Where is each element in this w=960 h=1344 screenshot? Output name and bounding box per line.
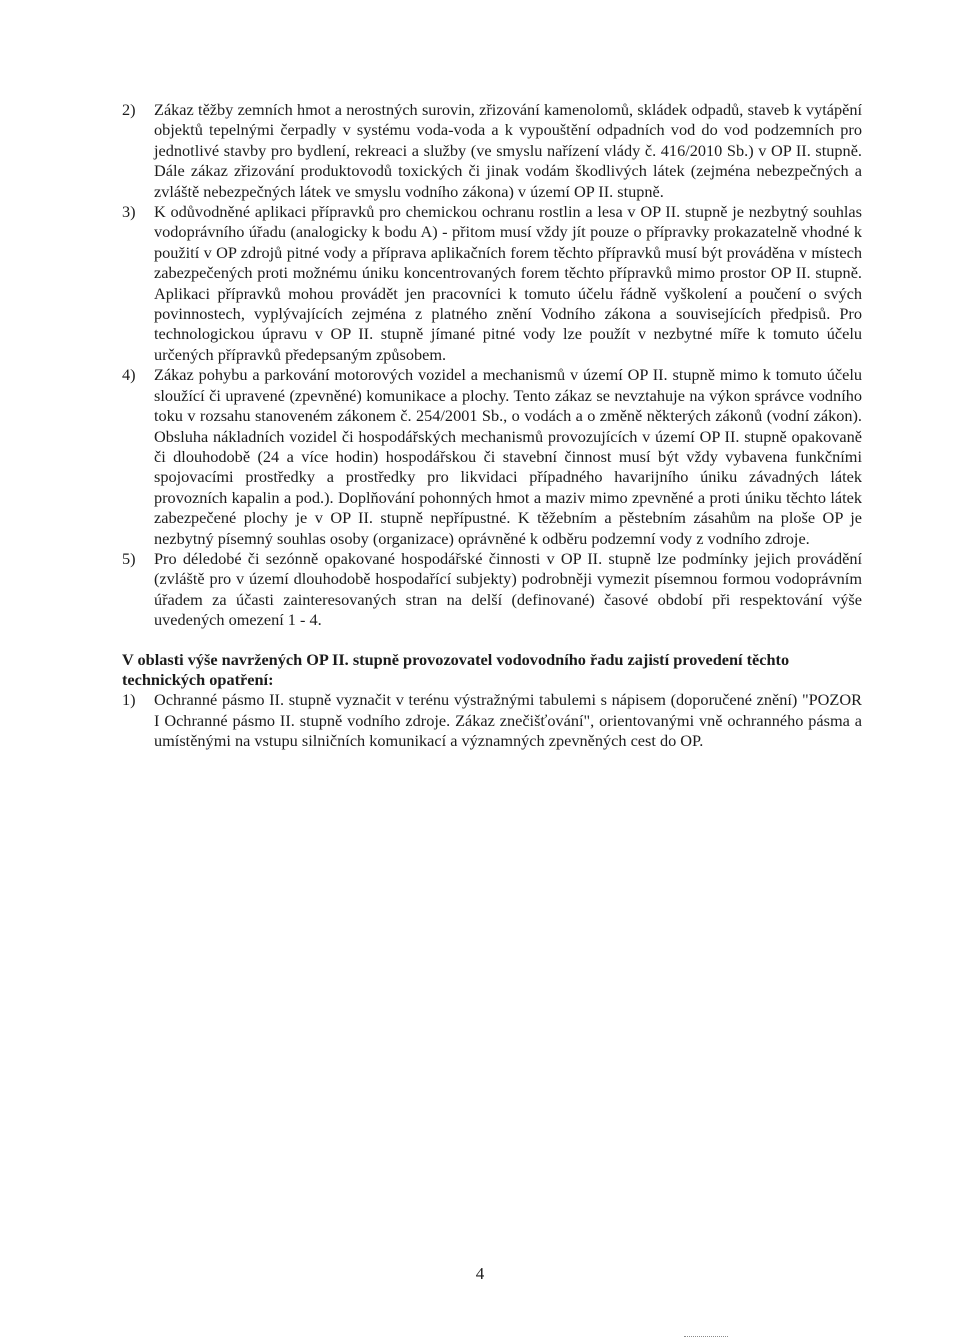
list-number: 4) [122,365,136,385]
scan-artifact-divider [684,1336,728,1337]
tech-list-item-1 [122,690,862,751]
list-number: 2) [122,100,136,119]
list-item-3 [122,202,862,365]
list-number: 3) [122,202,136,222]
list-item-text: Zákaz pohybu a parkování motorových vozidel a mechanismů v území OP II. stupně mimo k tomuto účelu sloužící či upravené (zpevněné) komunikace a plochy. Tento zákaz se nevztahuje na výkon správce vodního toku v rozsahu stanoveném zákonem č. 254/2001 Sb., o vodách a o změně některých zákonů (vodní zákon). Obsluha nákladních vozidel či hospodářských mechanismů provozujících v území OP II. stupně opakovaně či dlouhodobě (24 a více hodin) hospodářskou či stavební činnost musí být vždy vybavena funkčními spojovacími prostředky a prostředky pro likvidaci případného havarijního úniku závadných látek provozních kapalin a pod.). Doplňování pohonných hmot a maziv mimo zpevněné a proti úniku těchto látek zabezpečené plochy je v OP II. stupně nepřípustné. K těžebním a pěstebním zásahům na ploše OP je nezbytný písemný souhlas osoby (organizace) oprávněné k odběru podzemní vody z vodního zdroje. [154,365,862,548]
list-number: 5) [122,548,136,568]
list-item-2 [122,100,862,202]
page-number: 4 [475,1264,485,1283]
list-item-text: Pro déledobé či sezónně opakované hospodářské činnosti v OP II. stupně lze podmínky jejich provádění (zvláště pro v území dlouhodobě hospodařící subjekty) podrobněji vymezit písemnou formou vodoprávním úřadem za účasti zainteresovaných stran na delší (definované) časové období při respektování výše uvedených omezení 1 - 4. [154,548,862,630]
list-number: 1) [122,690,136,710]
section-heading: V oblasti výše navržených OP II. stupně provozovatel vodovodního řadu zajistí provedení těchto technických opatření: [122,649,790,689]
page-content [122,100,862,752]
list-item-text: K odůvodněné aplikaci přípravků pro chemickou ochranu rostlin a lesa v OP II. stupně je nezbytný souhlas vodoprávního úřadu (analogicky k bodu A) - přitom musí vždy jít pouze o přípravky prokazatelně vhodné k použití v OP zdrojů pitné vody a příprava aplikačních forem těchto přípravků musí být prováděna v místech zabezpečených proti možnému úniku koncentrovaných forem těchto přípravků mimo prostor OP II. stupně. Aplikaci přípravků mohou provádět jen pracovníci k tomuto účelu řádně vyškolení a poučení o svých povinnostech, vyplývajících zejména z platného znění Vodního zákona a souvisejících předpisů. Pro technologickou úpravu v OP II. stupně jímané pitné vody lze použít v nezbytné míře k tomuto účelu určených přípravků předepsaným způsobem. [154,202,862,364]
list-item-text: Ochranné pásmo II. stupně vyznačit v terénu výstražnými tabulemi s nápisem (doporučené znění) "POZOR I Ochranné pásmo II. stupně vodního zdroje. Zákaz znečišťování", orientovanými vně ochranného pásma a umístěnými na vstupu silničních komunikací a významných zpevněných cest do OP. [154,690,862,751]
list-item-text: Zákaz těžby zemních hmot a nerostných surovin, zřizování kamenolomů, skládek odpadů, staveb k vytápění objektů tepelnými čerpadly v systému voda-voda a k vypouštění odpadních vod do vod podzemních pro jednotlivé stavby pro bydlení, rekreaci a služby (ve smyslu nařízení vlády č. 416/2010 Sb.) v OP II. stupně. Dále zákaz zřizování produktovodů toxických či jinak vodám škodlivých látek (zejména nebezpečných a zvláště nebezpečných látek ve smyslu vodního zákona) v území OP II. stupně. [154,100,862,201]
list-item-4 [122,365,862,549]
list-item-5 [122,549,862,631]
